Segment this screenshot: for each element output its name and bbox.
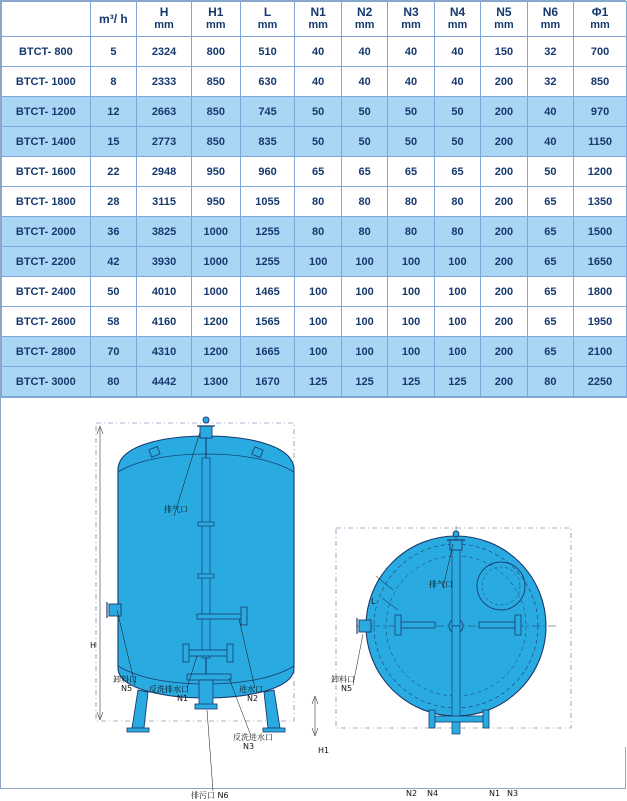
cell-value: 1300 [192,367,241,397]
cell-value: 1200 [192,337,241,367]
label-front-drain-n6: 排污口 N6 [191,791,229,800]
header-model [2,2,91,37]
table-body [2,37,627,397]
cell-value: 40 [527,97,573,127]
cell-value: 100 [434,307,480,337]
label-side-n5: N5 [341,684,353,693]
cell-value: 42 [90,247,136,277]
cell-value: 40 [295,67,341,97]
label-front-vent: 排气口 [164,505,188,514]
header-n4-unit: mm [447,19,468,31]
table-row [2,37,627,67]
cell-value: 32 [527,67,573,97]
header-flow [90,2,136,37]
cell-value: 100 [434,247,480,277]
cell-value: 15 [90,127,136,157]
cell-value: 80 [434,187,480,217]
label-side-n4: N4 [427,789,439,798]
cell-value: 100 [295,337,341,367]
cell-value: 150 [481,37,527,67]
cell-value: 200 [481,127,527,157]
cell-value: 80 [90,367,136,397]
cell-value: 100 [295,307,341,337]
cell-value: 100 [388,277,434,307]
header-flow-label: m³/ h [99,11,128,26]
header-l [240,2,295,37]
cell-value: 65 [434,157,480,187]
cell-value: 80 [527,367,573,397]
header-h-label: H [159,5,169,19]
cell-value: 3825 [137,217,192,247]
drawing-canvas [1,398,627,747]
cell-value: 22 [90,157,136,187]
label-front-n3: N3 [243,742,255,751]
cell-value: 125 [341,367,387,397]
cell-value: 1350 [574,187,627,217]
cell-value: 100 [341,337,387,367]
cell-value: 950 [192,157,241,187]
cell-value: 80 [295,217,341,247]
cell-value: 1650 [574,247,627,277]
cell-value: 1950 [574,307,627,337]
cell-value: 125 [295,367,341,397]
table-header-row [2,2,627,37]
cell-value: 50 [295,97,341,127]
cell-value: 80 [434,217,480,247]
table-row [2,367,627,397]
cell-value: 100 [295,247,341,277]
cell-value: 125 [434,367,480,397]
cell-value: 40 [388,67,434,97]
cell-value: 65 [527,247,573,277]
cell-value: 65 [388,157,434,187]
table-row [2,247,627,277]
cell-value: 1150 [574,127,627,157]
cell-value: 12 [90,97,136,127]
cell-value: 1000 [192,277,241,307]
cell-model: BTCT- 1600 [2,157,91,187]
cell-value: 100 [388,307,434,337]
header-n1-unit: mm [308,19,328,31]
cell-value: 80 [388,187,434,217]
cell-model: BTCT- 1200 [2,97,91,127]
cell-value: 970 [574,97,627,127]
cell-value: 1565 [240,307,295,337]
table-row [2,127,627,157]
cell-value: 850 [192,67,241,97]
cell-value: 1255 [240,217,295,247]
header-n6-label: N6 [542,5,559,19]
table-row [2,217,627,247]
cell-value: 2948 [137,157,192,187]
cell-model: BTCT- 2400 [2,277,91,307]
cell-value: 1665 [240,337,295,367]
cell-value: 50 [295,127,341,157]
cell-model: BTCT- 3000 [2,367,91,397]
cell-value: 100 [388,337,434,367]
cell-value: 65 [295,157,341,187]
cell-value: 4010 [137,277,192,307]
cell-value: 4310 [137,337,192,367]
cell-value: 200 [481,187,527,217]
header-n3-unit: mm [401,19,421,31]
cell-value: 3930 [137,247,192,277]
cell-value: 40 [527,127,573,157]
cell-value: 1000 [192,247,241,277]
cell-value: 40 [341,67,387,97]
label-side-n1: N1 [489,789,501,798]
cell-value: 80 [341,217,387,247]
cell-value: 835 [240,127,295,157]
cell-value: 65 [527,277,573,307]
cell-value: 1670 [240,367,295,397]
cell-value: 700 [574,37,627,67]
header-l-unit: mm [257,19,278,31]
cell-value: 1255 [240,247,295,277]
header-n6-unit: mm [540,19,561,31]
cell-value: 850 [192,127,241,157]
header-n1-label: N1 [310,5,326,19]
cell-value: 100 [388,247,434,277]
cell-value: 2100 [574,337,627,367]
cell-model: BTCT- 2200 [2,247,91,277]
cell-value: 50 [341,97,387,127]
cell-model: BTCT- 1000 [2,67,91,97]
cell-value: 200 [481,307,527,337]
cell-value: 745 [240,97,295,127]
cell-model: BTCT- 2600 [2,307,91,337]
cell-value: 100 [434,277,480,307]
table-row [2,187,627,217]
dimension-h: H [90,641,97,650]
cell-value: 80 [388,217,434,247]
front-view [96,417,318,791]
cell-value: 850 [192,97,241,127]
cell-value: 2324 [137,37,192,67]
cell-value: 3115 [137,187,192,217]
cell-value: 960 [240,157,295,187]
header-n6 [527,2,573,37]
cell-value: 65 [527,307,573,337]
cell-value: 65 [527,217,573,247]
header-n5 [481,2,527,37]
cell-value: 2773 [137,127,192,157]
cell-value: 850 [574,67,627,97]
cell-value: 50 [388,127,434,157]
table-row [2,157,627,187]
cell-value: 100 [341,247,387,277]
side-view [336,526,571,734]
cell-value: 200 [481,217,527,247]
label-front-n2: N2 [247,694,259,703]
cell-value: 65 [527,337,573,367]
header-n2 [341,2,387,37]
cell-value: 40 [434,37,480,67]
specification-table [1,1,627,397]
cell-value: 80 [341,187,387,217]
header-n3-label: N3 [403,5,419,19]
header-phi1-unit: mm [590,19,610,31]
cell-value: 100 [434,337,480,367]
header-n5-label: N5 [496,5,512,19]
header-n3 [388,2,434,37]
header-phi1-label: Φ1 [591,5,609,19]
header-phi1 [574,2,627,37]
cell-value: 200 [481,277,527,307]
cell-value: 100 [341,307,387,337]
header-n2-unit: mm [354,19,375,31]
cell-value: 200 [481,67,527,97]
table-row [2,67,627,97]
dimension-l: L [371,597,376,606]
cell-value: 80 [295,187,341,217]
cell-value: 40 [341,37,387,67]
cell-model: BTCT- 1400 [2,127,91,157]
cell-value: 1000 [192,217,241,247]
label-side-vent: 排气口 [429,580,453,589]
technical-drawing [1,397,627,800]
cell-value: 800 [192,37,241,67]
label-front-inlet: 进水口 [239,685,263,694]
header-n4 [434,2,480,37]
cell-value: 2250 [574,367,627,397]
cell-value: 100 [341,277,387,307]
cell-value: 100 [295,277,341,307]
cell-value: 40 [434,67,480,97]
table-row [2,97,627,127]
label-front-discharge: 卸料口 [113,675,137,684]
cell-value: 36 [90,217,136,247]
cell-value: 4442 [137,367,192,397]
cell-value: 200 [481,157,527,187]
cell-value: 65 [527,187,573,217]
header-n5-unit: mm [494,19,514,31]
cell-model: BTCT- 2800 [2,337,91,367]
cell-value: 40 [388,37,434,67]
cell-value: 4160 [137,307,192,337]
header-n2-label: N2 [356,5,373,19]
cell-value: 58 [90,307,136,337]
cell-value: 2663 [137,97,192,127]
header-h1-unit: mm [206,19,226,31]
cell-value: 1200 [192,307,241,337]
label-front-backwash-drain: 反洗排水口 [149,685,189,694]
table-row [2,337,627,367]
cell-value: 1465 [240,277,295,307]
cell-value: 125 [388,367,434,397]
cell-value: 50 [388,97,434,127]
cell-value: 630 [240,67,295,97]
label-side-n2: N2 [406,789,418,798]
header-h1-label: H1 [208,5,224,19]
cell-value: 510 [240,37,295,67]
cell-value: 1800 [574,277,627,307]
cell-value: 1055 [240,187,295,217]
cell-value: 1500 [574,217,627,247]
cell-value: 28 [90,187,136,217]
label-front-backwash-inlet: 反洗进水口 [233,733,273,742]
header-n1 [295,2,341,37]
cell-value: 50 [527,157,573,187]
label-front-n5: N5 [121,684,133,693]
cell-value: 200 [481,367,527,397]
cell-model: BTCT- 1800 [2,187,91,217]
label-side-n3: N3 [507,789,519,798]
header-l-label: L [263,5,272,19]
header-n4-label: N4 [449,5,466,19]
cell-value: 32 [527,37,573,67]
cell-value: 70 [90,337,136,367]
cell-model: BTCT- 2000 [2,217,91,247]
header-h [137,2,192,37]
cell-value: 50 [341,127,387,157]
cell-value: 2333 [137,67,192,97]
dimension-h1: H1 [318,746,330,755]
cell-value: 1200 [574,157,627,187]
cell-value: 50 [90,277,136,307]
cell-value: 200 [481,97,527,127]
cell-value: 50 [434,97,480,127]
cell-value: 65 [341,157,387,187]
cell-value: 200 [481,337,527,367]
cell-value: 40 [295,37,341,67]
cell-value: 950 [192,187,241,217]
header-h1 [192,2,241,37]
cell-value: 50 [434,127,480,157]
label-side-discharge: 卸料口 [331,675,355,684]
cell-model: BTCT- 800 [2,37,91,67]
table-row [2,277,627,307]
cell-value: 8 [90,67,136,97]
cell-value: 5 [90,37,136,67]
header-h-unit: mm [154,19,174,31]
table-row [2,307,627,337]
cell-value: 200 [481,247,527,277]
label-front-n1: N1 [177,694,189,703]
